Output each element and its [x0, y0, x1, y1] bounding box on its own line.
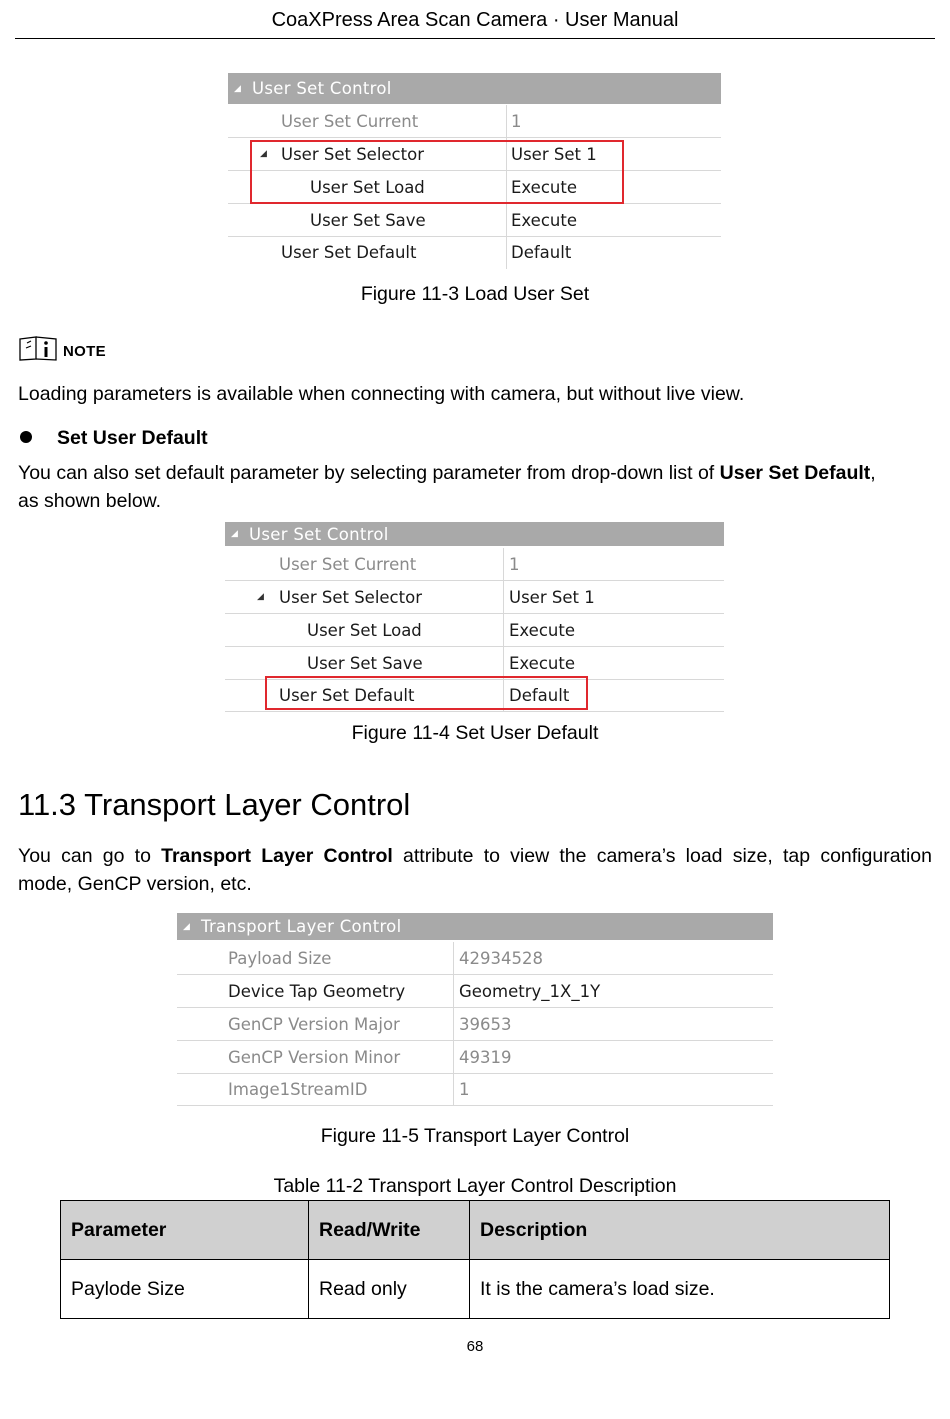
grid-row-key: User Set Selector — [281, 145, 424, 164]
grid-row — [228, 204, 721, 237]
figure-caption: Figure 11-5 Transport Layer Control — [320, 1125, 630, 1147]
paragraph-bold: User Set Default — [719, 462, 871, 484]
table-header-cell: Description — [470, 1201, 890, 1260]
grid-row — [177, 1008, 773, 1041]
table-cell: Paylode Size — [61, 1260, 309, 1319]
grid-row-value: 39653 — [459, 1015, 512, 1034]
grid-row-key: User Set Current — [279, 555, 417, 574]
table-cell: It is the camera’s load size. — [470, 1260, 890, 1319]
note-info-icon — [18, 335, 58, 361]
grid-row-key: Payload Size — [228, 949, 332, 968]
header-rule — [15, 38, 935, 39]
table-header-cell: Read/Write — [309, 1201, 470, 1260]
grid-row-value: 1 — [509, 555, 520, 574]
collapse-triangle-icon: ◢ — [183, 921, 190, 932]
table-header-cell: Parameter — [61, 1201, 309, 1260]
grid-row-value: Geometry_1X_1Y — [459, 982, 601, 1001]
paragraph-line — [18, 459, 933, 487]
grid-row-key: GenCP Version Minor — [228, 1048, 401, 1067]
paragraph-text: , — [870, 462, 876, 484]
grid-row-key: Device Tap Geometry — [228, 982, 406, 1001]
grid-row — [225, 614, 724, 647]
description-table — [60, 1200, 890, 1319]
grid-header — [177, 913, 773, 940]
grid-header-title: User Set Control — [249, 524, 389, 544]
paragraph-line: mode, GenCP version, etc. — [18, 873, 252, 895]
collapse-triangle-icon: ◢ — [231, 529, 238, 539]
grid-row-key: User Set Default — [279, 686, 415, 705]
figure-set-user-default — [225, 522, 724, 712]
grid-row-key: User Set Load — [307, 621, 422, 640]
grid-header-title: User Set Control — [252, 79, 392, 98]
figure-caption: Figure 11-4 Set User Default — [351, 722, 599, 744]
grid-row — [225, 581, 724, 614]
grid-row — [177, 1073, 773, 1106]
figure-transport-layer-control — [177, 913, 773, 1106]
grid-header — [228, 73, 721, 104]
grid-header-title: Transport Layer Control — [201, 917, 402, 936]
grid-row-key: User Set Current — [281, 112, 419, 131]
collapse-triangle-icon: ◢ — [257, 592, 264, 602]
note-label: NOTE — [63, 343, 106, 360]
bullet-heading: Set User Default — [57, 427, 208, 449]
grid-row-value: 42934528 — [459, 949, 543, 968]
grid-row — [225, 548, 724, 581]
grid-row-key: GenCP Version Major — [228, 1015, 400, 1034]
grid-row — [177, 1041, 773, 1074]
paragraph-line: as shown below. — [18, 490, 162, 512]
grid-row-value: Execute — [511, 178, 577, 197]
table-cell: Read only — [309, 1260, 470, 1319]
grid-row-value: Execute — [509, 621, 575, 640]
grid-row-value: 49319 — [459, 1048, 512, 1067]
grid-row-key: Image1StreamID — [228, 1080, 368, 1099]
grid-row-value: 1 — [459, 1080, 470, 1099]
grid-row-key: User Set Load — [310, 178, 425, 197]
paragraph-text: You can go to — [18, 845, 162, 867]
grid-row-key: User Set Save — [310, 211, 426, 230]
grid-row-value: Default — [509, 686, 570, 705]
figure-caption: Figure 11-3 Load User Set — [360, 283, 590, 305]
collapse-triangle-icon: ◢ — [260, 149, 267, 159]
paragraph-bold: Transport Layer Control — [161, 845, 393, 867]
figure-load-user-set — [228, 73, 721, 267]
grid-row-value: User Set 1 — [509, 588, 595, 607]
page-number: 68 — [466, 1338, 484, 1355]
table-row — [61, 1260, 890, 1319]
grid-row-value: Execute — [509, 654, 575, 673]
grid-row-value: User Set 1 — [511, 145, 597, 164]
table-caption: Table 11-2 Transport Layer Control Description — [273, 1175, 677, 1197]
grid-row — [228, 105, 721, 138]
bullet-dot-icon — [20, 431, 32, 443]
grid-row — [177, 942, 773, 975]
highlight-box — [250, 140, 624, 204]
table-header-row — [61, 1201, 890, 1260]
note-text: Loading parameters is available when connecting with camera, but without live view. — [18, 383, 745, 405]
grid-row-key: User Set Save — [307, 654, 423, 673]
grid-row-value: Default — [511, 243, 572, 262]
highlight-box — [265, 676, 588, 710]
section-title: 11.3 Transport Layer Control — [18, 787, 411, 822]
grid-header — [225, 522, 724, 546]
paragraph-text: You can also set default parameter by selecting parameter from drop-down list of — [18, 462, 720, 484]
running-header: CoaXPress Area Scan Camera · User Manual — [271, 9, 679, 31]
paragraph-text: attribute to view the camera’s load size, tap configuration — [392, 845, 932, 867]
paragraph-line — [18, 842, 932, 870]
grid-row-value: 1 — [511, 112, 522, 131]
grid-row — [177, 975, 773, 1008]
collapse-triangle-icon: ◢ — [234, 83, 241, 94]
grid-row — [228, 236, 721, 268]
grid-row-key: User Set Selector — [279, 588, 422, 607]
grid-row-value: Execute — [511, 211, 577, 230]
grid-row-key: User Set Default — [281, 243, 417, 262]
